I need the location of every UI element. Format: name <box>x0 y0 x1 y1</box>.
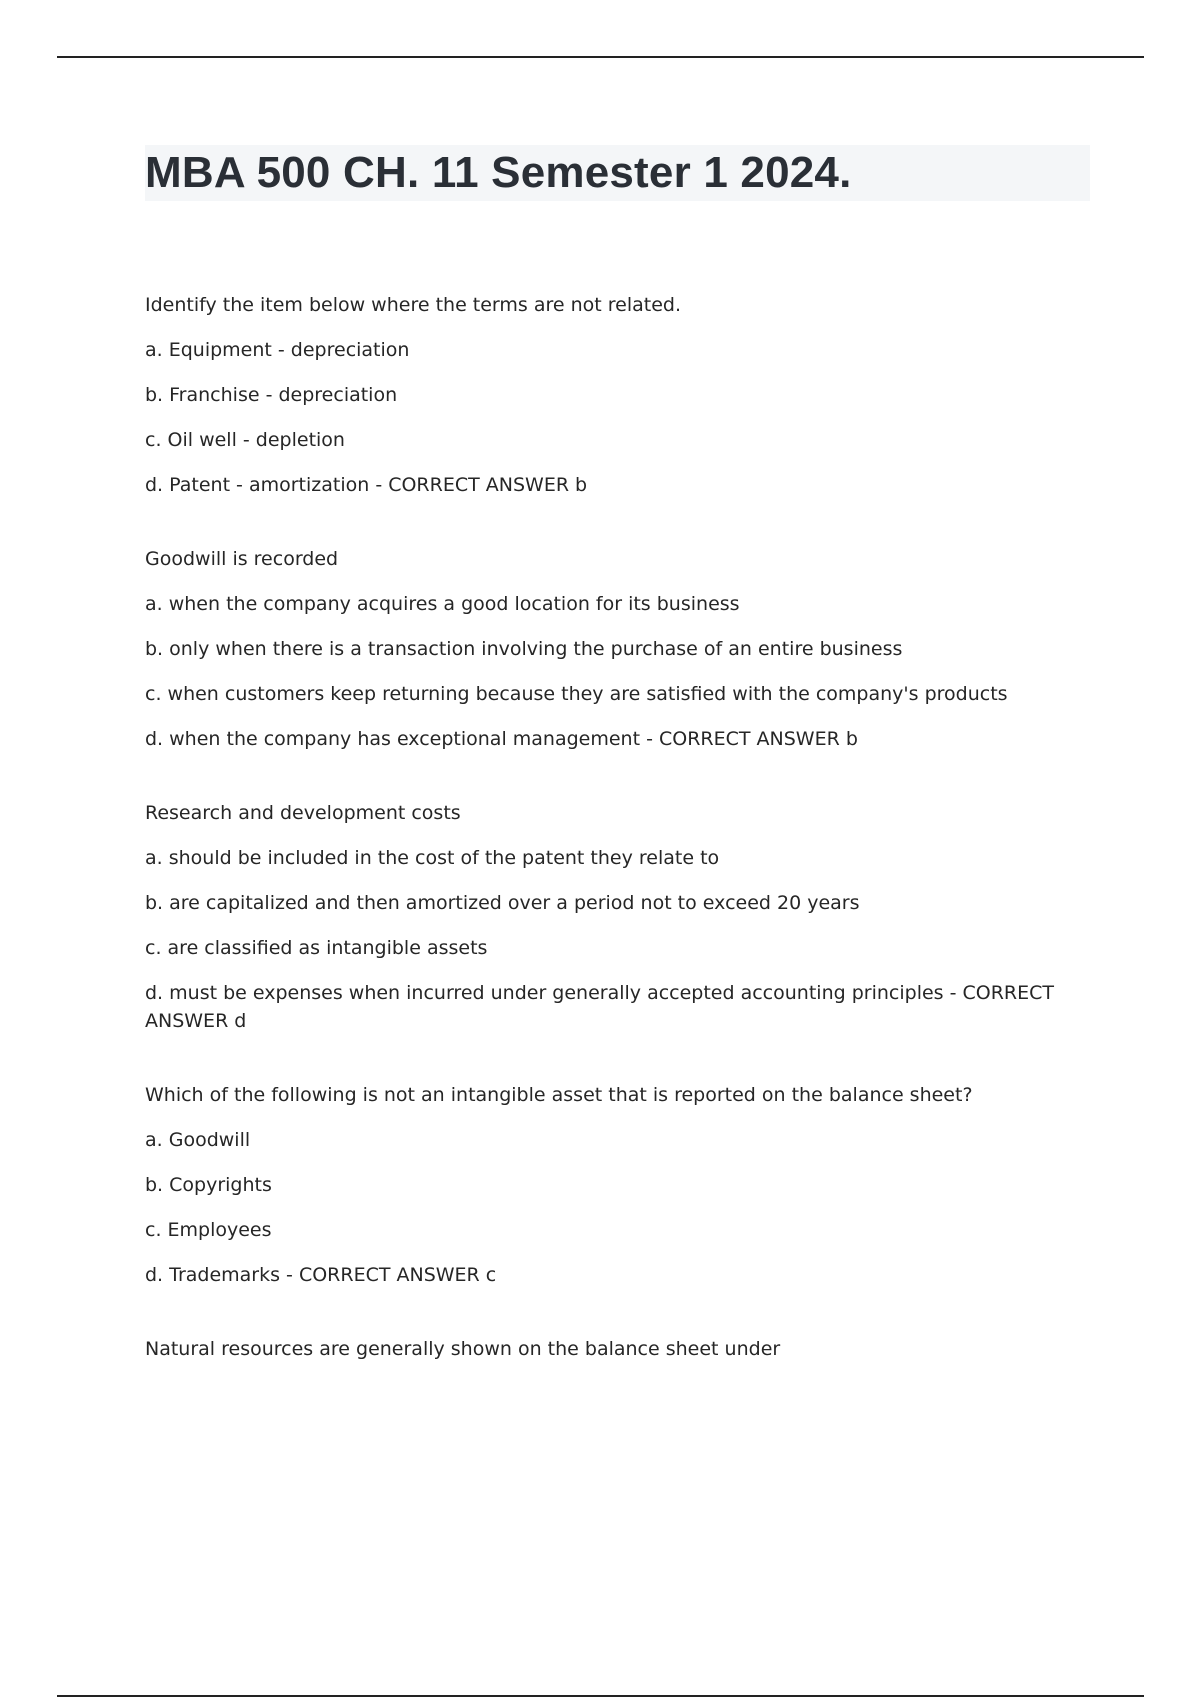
question-1 <box>145 291 1090 499</box>
question-prompt: Identify the item below where the terms are not related. <box>145 294 682 316</box>
question-prompt: Research and development costs <box>145 802 461 824</box>
answer-option: d. when the company has exceptional management - CORRECT ANSWER b <box>145 728 858 750</box>
answer-option: a. should be included in the cost of the patent they relate to <box>145 847 720 869</box>
answer-option: d. must be expenses when incurred under generally accepted accounting principles - CORRECT ANSWER d <box>145 982 1054 1032</box>
question-prompt: Natural resources are generally shown on the balance sheet under <box>145 1338 781 1360</box>
answer-option: c. Employees <box>145 1219 272 1241</box>
document-title: MBA 500 CH. 11 Semester 1 2024. <box>145 145 1090 201</box>
answer-option: c. are classified as intangible assets <box>145 937 488 959</box>
answer-option: c. when customers keep returning because they are satisfied with the company's products <box>145 683 1008 705</box>
question-3 <box>145 799 1090 1035</box>
answer-option: d. Patent - amortization - CORRECT ANSWER b <box>145 474 588 496</box>
answer-option: d. Trademarks - CORRECT ANSWER c <box>145 1264 497 1286</box>
question-4 <box>145 1081 1090 1289</box>
answer-option: b. are capitalized and then amortized over a period not to exceed 20 years <box>145 892 860 914</box>
answer-option: b. Franchise - depreciation <box>145 384 398 406</box>
top-divider <box>57 56 1144 58</box>
answer-option: a. Equipment - depreciation <box>145 339 410 361</box>
answer-option: a. when the company acquires a good location for its business <box>145 593 740 615</box>
bottom-divider <box>57 1695 1144 1697</box>
document-body <box>145 145 1090 1409</box>
question-prompt: Goodwill is recorded <box>145 548 339 570</box>
answer-option: a. Goodwill <box>145 1129 251 1151</box>
question-list <box>145 291 1090 1363</box>
answer-option: b. Copyrights <box>145 1174 272 1196</box>
answer-option: b. only when there is a transaction involving the purchase of an entire business <box>145 638 903 660</box>
question-2 <box>145 545 1090 753</box>
answer-option: c. Oil well - depletion <box>145 429 345 451</box>
question-5 <box>145 1335 1090 1363</box>
question-prompt: Which of the following is not an intangible asset that is reported on the balance sheet? <box>145 1084 973 1106</box>
